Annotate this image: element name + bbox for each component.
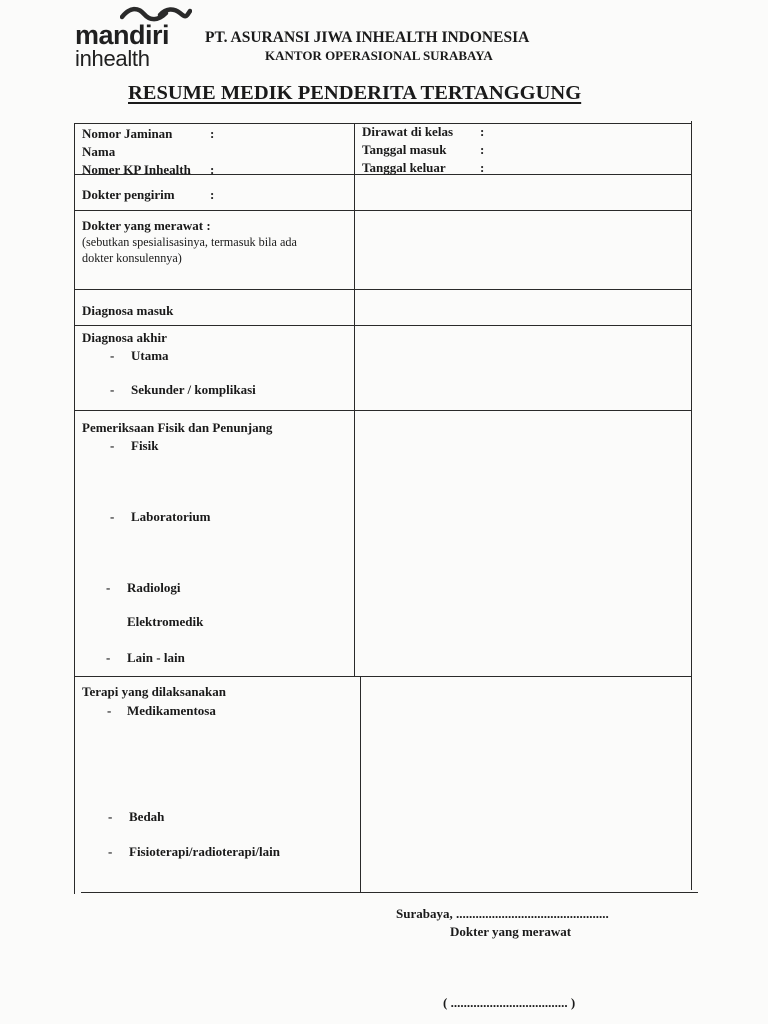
label-dokter-pengirim: Dokter pengirim [82, 187, 175, 202]
label-dokter-merawat: Dokter yang merawat : [82, 218, 211, 233]
brand-subname: inhealth [75, 46, 150, 71]
label-dirawat-kelas: Dirawat di kelas [362, 124, 453, 139]
label-sekunder: Sekunder / komplikasi [131, 382, 256, 397]
label-tanggal-masuk: Tanggal masuk [362, 142, 447, 157]
label-fisioterapi: Fisioterapi/radioterapi/lain [129, 844, 280, 859]
label-terapi: Terapi yang dilaksanakan [82, 684, 227, 699]
label-utama: Utama [131, 348, 169, 363]
label-medikamentosa: Medikamentosa [127, 703, 216, 718]
label-diagnosa-masuk: Diagnosa masuk [82, 303, 174, 318]
dash: - [110, 438, 115, 453]
dash: - [108, 809, 113, 824]
dash: - [110, 382, 115, 397]
signature-role: Dokter yang merawat [450, 924, 572, 939]
label-lain-lain: Lain - lain [127, 650, 185, 665]
label-tanggal-keluar: Tanggal keluar [362, 160, 446, 175]
dash: - [107, 703, 112, 718]
note-konsulen: dokter konsulennya) [82, 251, 182, 265]
company-name: PT. ASURANSI JIWA INHEALTH INDONESIA [205, 29, 530, 46]
signature-place-date: Surabaya, ............................................... [396, 906, 609, 921]
brand-name: mandiri [75, 20, 170, 50]
label-nomor-kp: Nomer KP Inhealth [82, 162, 191, 177]
dash: - [110, 509, 115, 524]
label-pemeriksaan: Pemeriksaan Fisik dan Penunjang [82, 420, 273, 435]
label-nama: Nama [82, 144, 116, 159]
colon: : [480, 142, 485, 157]
label-fisik: Fisik [131, 438, 159, 453]
office-name: KANTOR OPERASIONAL SURABAYA [265, 48, 493, 63]
dash: - [106, 580, 111, 595]
colon: : [210, 126, 215, 141]
colon: : [210, 162, 215, 177]
dash: - [106, 650, 111, 665]
label-radiologi: Radiologi [127, 580, 181, 595]
dash: - [110, 348, 115, 363]
colon: : [210, 187, 215, 202]
colon: : [480, 160, 485, 175]
colon: : [480, 124, 485, 139]
signature-name-blank: ( .................................... ) [443, 995, 576, 1010]
label-elektromedik: Elektromedik [127, 614, 204, 629]
note-spesialisasi: (sebutkan spesialisasinya, termasuk bila ada [82, 235, 297, 249]
label-bedah: Bedah [129, 809, 165, 824]
label-nomor-jaminan: Nomor Jaminan [82, 126, 173, 141]
dash: - [108, 844, 113, 859]
label-laboratorium: Laboratorium [131, 509, 211, 524]
document-title: RESUME MEDIK PENDERITA TERTANGGUNG [128, 82, 582, 104]
label-diagnosa-akhir: Diagnosa akhir [82, 330, 167, 345]
